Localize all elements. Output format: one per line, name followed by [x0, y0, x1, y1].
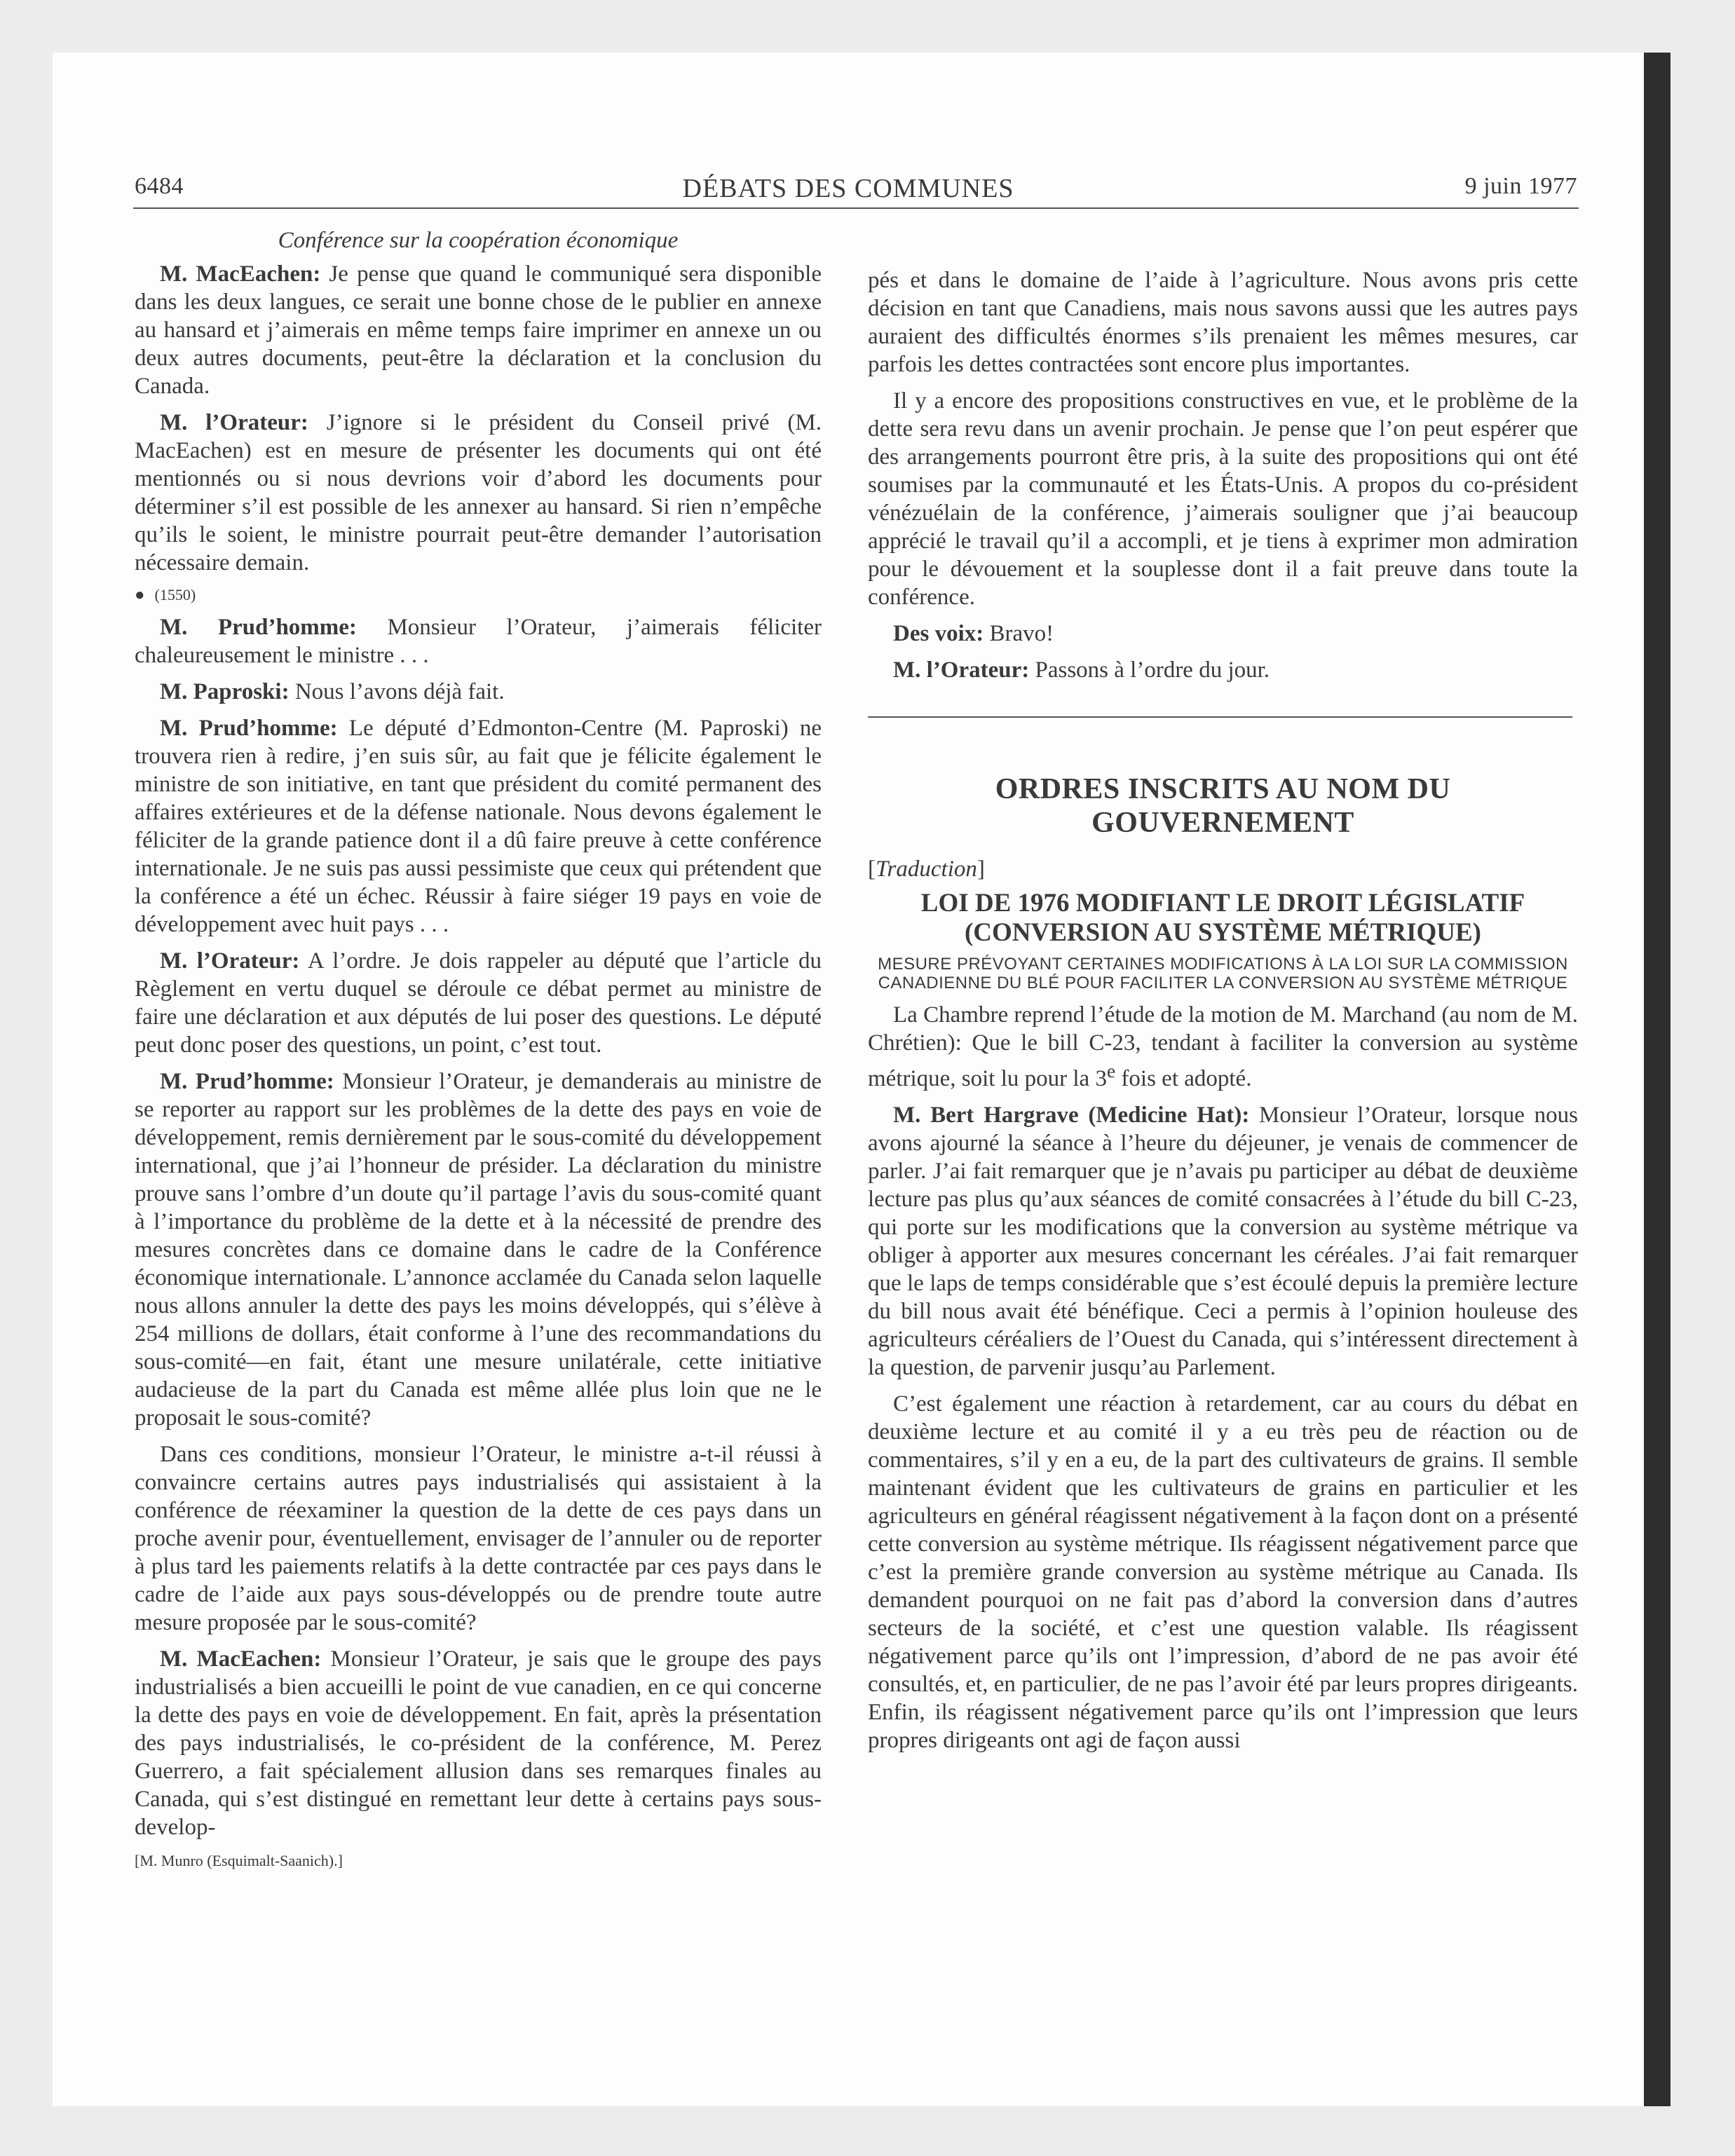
speaker-name: Des voix:	[893, 621, 984, 646]
motion-text-end: fois et adopté.	[1115, 1066, 1252, 1091]
paragraph	[868, 656, 1578, 684]
section-divider	[868, 716, 1572, 718]
page-date: 9 juin 1977	[1464, 173, 1577, 199]
speech-text: Passons à l’ordre du jour.	[1029, 657, 1270, 683]
ordinal-suffix: e	[1106, 1060, 1116, 1082]
paragraph	[135, 947, 822, 1059]
bill-title: LOI DE 1976 MODIFIANT LE DROIT LÉGISLATIF (CONVERSION AU SYSTÈME MÉTRIQUE)	[920, 889, 1525, 947]
section-heading-italic: Conférence sur la coopération économique	[278, 228, 679, 253]
speech-text: Monsieur l’Orateur, je demanderais au ministre de se reporter au rapport sur les problèmes de la dette des pays en voie de développement, remis dernièrement par le sous-comité du développement international, que j’ai l’honneur de présider. La déclaration du ministre prouve sans l’ombre d’un doute qu’il partage l’avis du sous-comité quant à l’importance du problème de la dette et à la nécessité de prendre des mesures concrètes dans ce domaine dans le cadre de la Conférence économique internationale. L’annonce acclamée du Canada selon laquelle nous allons annuler la dette des pays les moins développés, qui s’élève à 254 millions de dollars, était conforme à l’une des recommandations du sous-comité—en fait, étant une mesure unilatérale, cette initiative audacieuse de la part du Canada est même allée plus loin que ne le proposait le sous-comité?	[135, 1069, 822, 1431]
speaker-name: M. l’Orateur:	[160, 410, 308, 435]
section-title: ORDRES INSCRITS AU NOM DU GOUVERNEMENT	[995, 773, 1451, 839]
speaker-name: M. Prud’homme:	[160, 1069, 334, 1094]
translation-note: [Traduction]	[868, 857, 985, 882]
header-rule	[133, 207, 1579, 209]
paragraph: Dans ces conditions, monsieur l’Orateur, le ministre a-t-il réussi à convaincre certains autres pays industrialisés qui assistaient à la conférence de réexaminer la question de la dette de ces pays dans un proche avenir pour, éventuellement, envisager de l’annuler ou de reporter à plus tard les paiements relatifs à la dette contractée par ces pays dans le cadre de l’aide aux pays sous-développés ou de prendre toute autre mesure proposée par le sous-comité?	[135, 1442, 822, 1635]
paragraph	[868, 1001, 1578, 1093]
speaker-name: M. MacEachen:	[160, 1646, 322, 1672]
paragraph	[135, 409, 822, 577]
speech-text: Monsieur l’Orateur, lorsque nous avons ajourné la séance à l’heure du déjeuner, je venais de commencer de parler. J’ai fait remarquer que je n’avais pu participer au débat de deuxième lecture pas plus qu’aux séances de comité consacrées à l’étude du bill C-23, qui porte sur les modifications que la conversion au système métrique va obliger à apporter aux mesures concernant les céréales. J’ai fait remarquer que le laps de temps considérable que s’est écoulé depuis la première lecture du bill nous avait été bénéfique. Ceci a permis à l’opinion houleuse des agriculteurs céréaliers de l’Ouest du Canada, qui s’intéressent directement à la question, de parvenir jusqu’au Parlement.	[868, 1103, 1578, 1380]
speaker-name: M. Bert Hargrave (Medicine Hat):	[893, 1103, 1250, 1128]
paragraph	[135, 613, 822, 669]
translation-label: Traduction	[876, 857, 977, 882]
speech-text: Bravo!	[984, 621, 1054, 646]
speaker-name: M. MacEachen:	[160, 261, 321, 287]
paragraph	[135, 1067, 822, 1432]
paragraph	[135, 678, 822, 706]
speech-text: Je pense que quand le communiqué sera disponible dans les deux langues, ce serait une bonne chose de le publier en annexe au hansard et j’aimerais en même temps faire imprimer en annexe un ou deux autres documents, peut-être la déclaration et la conclusion du Canada.	[135, 261, 822, 399]
page-number: 6484	[135, 173, 184, 199]
bill-subtitle: MESURE PRÉVOYANT CERTAINES MODIFICATIONS À LA LOI SUR LA COMMISSION CANADIENNE DU BLÉ POUR FACILITER LA CONVERSION AU SYSTÈME MÉTRIQUE	[878, 955, 1568, 992]
speaker-name: M. l’Orateur:	[160, 948, 300, 974]
paragraph: C’est également une réaction à retardement, car au cours du débat en deuxième lecture et au comité il y a eu très peu de réaction ou de commentaires, s’il y en a eu, de la part des cultivateurs de grains. Il semble maintenant évident que les cultivateurs de grains en particulier et les agriculteurs en général réagissent négativement à la façon dont on a présenté cette conversion au système métrique. Ils réagissent négativement parce que c’est la première grande conversion au système métrique au Canada. Ils demandent pourquoi on ne fait pas d’abord la conversion dans d’autres secteurs de la société, et c’est une question valable. Ils réagissent négativement parce qu’ils ont l’impression, d’abord de ne pas avoir été consultés, et, en particulier, de ne pas l’avoir été par leurs propres dirigeants. Enfin, ils réagissent négativement parce qu’ils ont l’impression que leurs propres dirigeants ont agi de façon aussi	[868, 1391, 1578, 1753]
scan-edge	[1644, 53, 1671, 2106]
time-stamp: (1550)	[154, 586, 196, 603]
speaker-name: M. Prud’homme:	[160, 716, 338, 741]
right-column	[868, 266, 1578, 1763]
paragraph	[135, 1645, 822, 1841]
speaker-name: M. Paproski:	[160, 679, 290, 704]
time-marker	[135, 585, 822, 605]
speech-text: A l’ordre. Je dois rappeler au député que l’article du Règlement en vertu duquel se déroule ce débat permet au ministre de faire une déclaration et aux députés de lui poser des questions. Le député peut donc poser des questions, un point, c’est tout.	[135, 948, 822, 1058]
paragraph: pés et dans le domaine de l’aide à l’agriculture. Nous avons pris cette décision en tant que Canadiens, mais nous savons aussi que les autres pays auraient des difficultés énormes s’ils prenaient les mêmes mesures, car parfois les dettes contractées sont encore plus importantes.	[868, 268, 1578, 377]
bullet-icon: ●	[135, 586, 145, 604]
speaker-name: M. Prud’homme:	[160, 615, 357, 640]
paragraph	[135, 714, 822, 939]
paragraph	[868, 1101, 1578, 1381]
speech-text: Monsieur l’Orateur, j’aimerais féliciter chaleureusement le ministre . . .	[135, 615, 822, 668]
footnote: [M. Munro (Esquimalt-Saanich).]	[135, 1852, 343, 1869]
speech-text: J’ignore si le président du Conseil privé (M. MacEachen) est en mesure de présenter les documents qui ont été mentionnés ou si nous devrions voir d’abord les documents pour déterminer s’il est possible de les annexer au hansard. Si rien n’empêche qu’ils le soient, le ministre pourrait peut-être demander l’autorisation nécessaire demain.	[135, 410, 822, 575]
paragraph: Il y a encore des propositions constructives en vue, et le problème de la dette sera revu dans un avenir prochain. Je pense que l’on peut espérer que des arrangements pourront être pris, à la suite des propositions qui ont été soumises par la communauté et les États-Unis. A propos du co-président vénézuélain de la conférence, j’aimerais souligner que j’ai beaucoup apprécié le travail qu’il a accompli, et je tiens à exprimer mon admiration pour le dévouement et la souplesse dont il a fait preuve dans toute la conférence.	[868, 388, 1578, 610]
document-page	[53, 53, 1644, 2106]
paragraph	[868, 620, 1578, 648]
speech-text: Monsieur l’Orateur, je sais que le groupe des pays industrialisés a bien accueilli le point de vue canadien, en ce qui concerne la dette des pays en voie de développement. En fait, après la présentation des pays industrialisés, le co-président de la conférence, M. Perez Guerrero, a fait spécialement allusion dans ses remarques finales au Canada, qui s’est distingué en remettant leur dette à certains pays sous-develop-	[135, 1646, 822, 1840]
motion-text: La Chambre reprend l’étude de la motion de M. Marchand (au nom de M. Chrétien): Que le bill C-23, tendant à faciliter la conversion au système métrique, soit lu pour la 3	[868, 1002, 1578, 1091]
speaker-name: M. l’Orateur:	[893, 657, 1030, 683]
left-column	[135, 226, 822, 1871]
paragraph	[135, 260, 822, 400]
running-title: DÉBATS DES COMMUNES	[682, 174, 1014, 203]
speech-text: Le député d’Edmonton-Centre (M. Paproski) ne trouvera rien à redire, j’en suis sûr, au fait que je félicite également le ministre de son initiative, en tant que président du comité permanent des affaires extérieures et de la défense nationale. Nous devons également le féliciter de la grande patience dont il a dû faire preuve à cette conférence internationale. Je ne suis pas aussi pessimiste que ceux qui prétendent que la conférence a été un échec. Réussir à faire siéger 19 pays en voie de développement avec huit pays . . .	[135, 716, 822, 937]
speech-text: Nous l’avons déjà fait.	[289, 679, 505, 704]
